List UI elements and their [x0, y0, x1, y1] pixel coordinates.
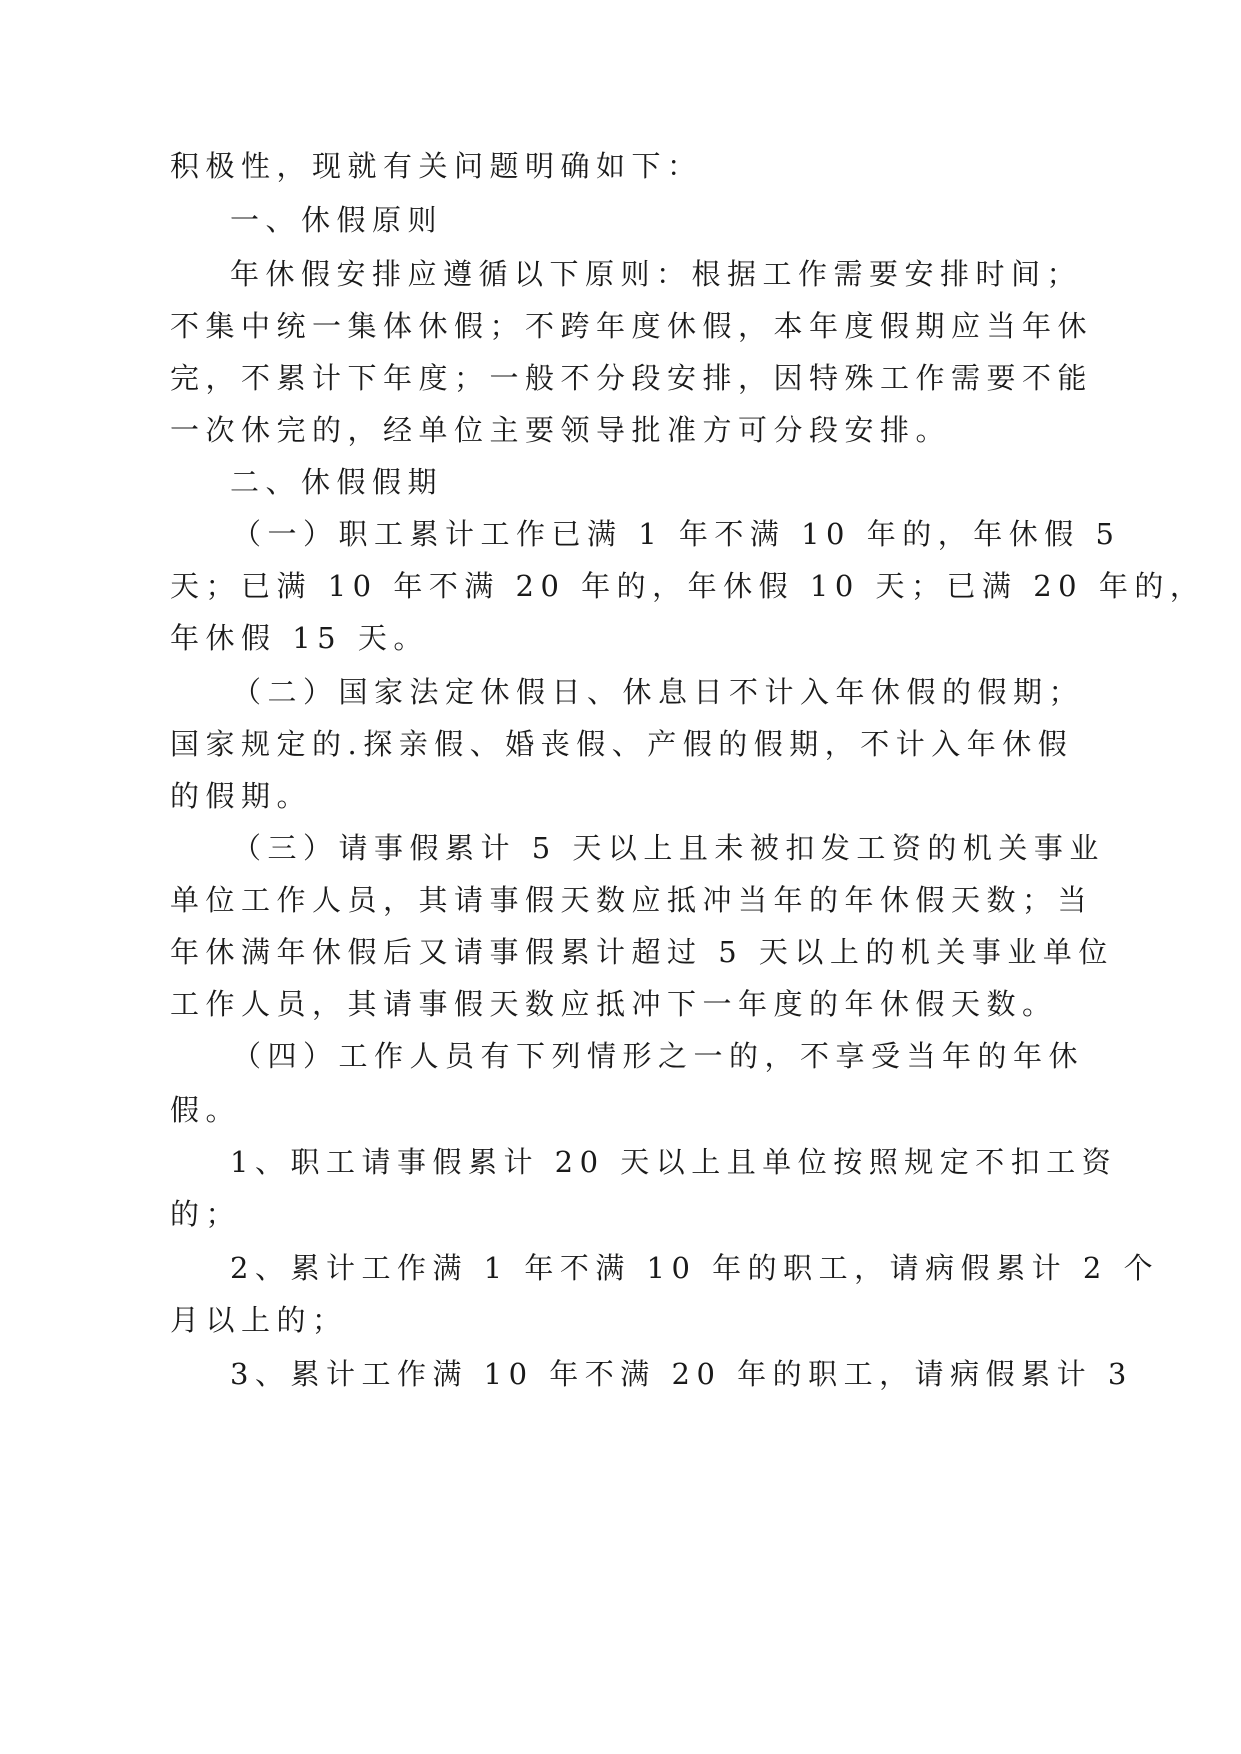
text-line: 年休假 15 天。: [170, 621, 429, 655]
text-line: 单位工作人员，其请事假天数应抵冲当年的年休假天数；当: [170, 883, 1094, 917]
text-line: 假。: [170, 1093, 242, 1127]
text-line: 不集中统一集体休假；不跨年度休假，本年度假期应当年休: [170, 309, 1094, 343]
text-line: 3、累计工作满 10 年不满 20 年的职工，请病假累计 3: [230, 1357, 1133, 1391]
text-line: 天；已满 10 年不满 20 年的，年休假 10 天；已满 20 年的，: [170, 569, 1206, 603]
text-line: 年休假安排应遵循以下原则：根据工作需要安排时间；: [230, 257, 1083, 291]
text-line: 一次休完的，经单位主要领导批准方可分段安排。: [170, 413, 952, 447]
text-line: （二）国家法定休假日、休息日不计入年休假的假期；: [232, 675, 1085, 709]
text-line: 积极性，现就有关问题明确如下：: [170, 149, 703, 183]
text-line: 国家规定的.探亲假、婚丧假、产假的假期，不计入年休假: [170, 727, 1074, 761]
text-line: 的假期。: [170, 779, 313, 813]
text-line: 2、累计工作满 1 年不满 10 年的职工，请病假累计 2 个: [230, 1251, 1160, 1285]
section-heading: 一、休假原则: [230, 203, 444, 237]
text-line: 完，不累计下年度；一般不分段安排，因特殊工作需要不能: [170, 361, 1094, 395]
text-line: （三）请事假累计 5 天以上且未被扣发工资的机关事业: [232, 831, 1105, 865]
text-line: （一）职工累计工作已满 1 年不满 10 年的，年休假 5: [232, 517, 1121, 551]
text-line: 年休满年休假后又请事假累计超过 5 天以上的机关事业单位: [170, 935, 1114, 969]
text-line: 工作人员，其请事假天数应抵冲下一年度的年休假天数。: [170, 987, 1058, 1021]
text-line: （四）工作人员有下列情形之一的，不享受当年的年休: [232, 1039, 1085, 1073]
section-heading: 二、休假假期: [230, 465, 444, 499]
text-line: 的；: [170, 1197, 242, 1231]
text-line: 1、职工请事假累计 20 天以上且单位按照规定不扣工资: [230, 1145, 1118, 1179]
text-line: 月以上的；: [170, 1303, 348, 1337]
